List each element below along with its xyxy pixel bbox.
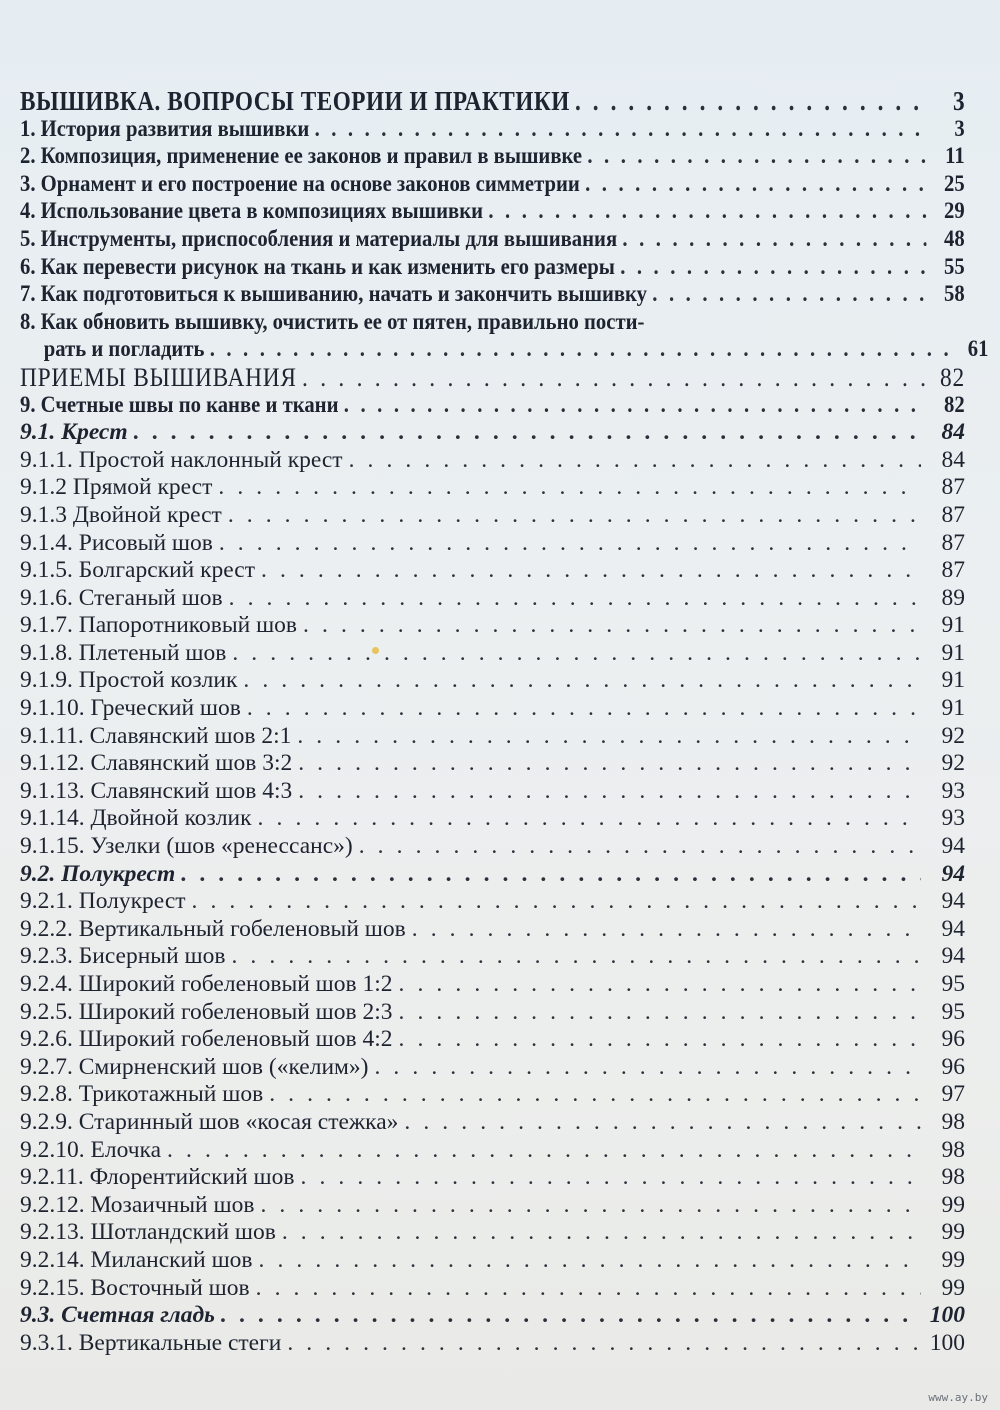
toc-page-number: 82 [944, 391, 965, 418]
dot-leader [620, 254, 926, 282]
dot-leader [260, 1192, 921, 1220]
toc-item [20, 999, 965, 1027]
toc-page-number: 61 [967, 336, 989, 363]
toc-page-number: 3 [953, 86, 966, 116]
dot-leader [585, 171, 926, 199]
toc-item [20, 502, 965, 530]
dot-leader [192, 888, 921, 916]
toc-page-number: 92 [941, 750, 965, 777]
toc-item [20, 833, 965, 861]
toc-page-number: 94 [941, 943, 965, 970]
toc-page-number: 84 [941, 419, 965, 446]
toc-entry-title: ПРИЕМЫ ВЫШИВАНИЯ [20, 362, 297, 392]
toc-page-number: 91 [941, 612, 965, 639]
toc-chapter [20, 116, 965, 144]
toc-part-heading [20, 88, 965, 116]
dot-leader [167, 1137, 921, 1165]
dot-leader [349, 447, 921, 475]
toc-section [20, 419, 965, 447]
toc-page-number: 94 [941, 860, 965, 887]
toc-entry-title: 9.2.9. Старинный шов «косая стежка» [20, 1108, 399, 1135]
toc-section [20, 861, 965, 889]
dot-leader [404, 1109, 921, 1137]
toc-item [20, 971, 965, 999]
toc-entry-title: 9.2.7. Смирненский шов («келим») [20, 1053, 369, 1080]
toc-chapter [20, 254, 965, 282]
toc-page-number: 84 [941, 446, 965, 473]
toc-entry-title: 9.1. Крест [20, 419, 128, 446]
dot-leader [412, 916, 921, 944]
toc-page-number: 87 [941, 474, 965, 501]
toc-entry-title: 9.1.5. Болгарский крест [20, 557, 255, 584]
toc-page-number: 87 [941, 501, 965, 528]
toc-page-number: 58 [944, 281, 965, 308]
toc-entry-title: 9.2.4. Широкий гобеленовый шов 1:2 [20, 971, 393, 997]
dot-leader [181, 861, 921, 889]
dot-leader [298, 778, 921, 806]
toc-page-number: 55 [944, 253, 965, 280]
toc-entry-title: 9.2.6. Широкий гобеленовый шов 4:2 [20, 1026, 393, 1053]
toc-entry-title: 6. Как перевести рисунок на ткань и как изменить его размеры [20, 253, 615, 280]
toc-entry-title: 8. Как обновить вышивку, очистить ее от пятен, правильно пости- [20, 308, 645, 335]
dot-leader [399, 971, 921, 999]
toc-entry-title: 9.2.10. Елочка [20, 1136, 162, 1163]
toc-page-number: 25 [944, 170, 965, 197]
toc-page-number: 89 [941, 584, 965, 611]
toc-page-number: 94 [941, 833, 965, 860]
dot-leader [287, 1330, 921, 1358]
dot-leader [231, 943, 921, 971]
toc-item [20, 1081, 965, 1109]
toc-entry-title: 4. Использование цвета в композициях вышивки [20, 198, 484, 225]
toc-entry-title: 7. Как подготовиться к вышиванию, начать и закончить вышивку [20, 281, 648, 308]
toc-chapter [20, 309, 965, 337]
toc-page-number: 3 [954, 115, 965, 142]
toc-page-number: 96 [941, 1053, 965, 1080]
toc-part-heading [20, 364, 965, 392]
dot-leader [344, 392, 926, 420]
dot-leader [399, 999, 921, 1027]
toc-entry-title: 9. Счетные швы по канве и ткани [20, 391, 339, 418]
toc-entry-title: 9.3.1. Вертикальные стеги [20, 1329, 282, 1356]
toc-item [20, 723, 965, 751]
toc-entry-title: 9.1.7. Папоротниковый шов [20, 612, 298, 639]
toc-item [20, 1054, 965, 1082]
dot-leader [652, 281, 926, 309]
toc-item [20, 805, 965, 833]
toc-entry-title: 1. История развития вышивки [20, 115, 310, 142]
dot-leader [247, 695, 921, 723]
toc-item [20, 530, 965, 558]
table-of-contents [20, 86, 989, 1357]
toc-page-number: 98 [941, 1164, 965, 1191]
toc-item [20, 888, 965, 916]
toc-entry-title: 3. Орнамент и его построение на основе законов симметрии [20, 170, 580, 197]
dot-leader [229, 585, 921, 613]
dot-leader [399, 1026, 921, 1054]
toc-item [20, 1192, 965, 1220]
toc-entry-title: 9.1.11. Славянский шов 2:1 [20, 722, 292, 749]
toc-entry-title: 9.2.12. Мозаичный шов [20, 1191, 255, 1218]
toc-page-number: 93 [941, 777, 965, 804]
dot-leader [259, 1247, 921, 1275]
dot-leader [218, 474, 921, 502]
toc-entry-title: 9.2.8. Трикотажный шов [20, 1081, 264, 1108]
toc-item [20, 778, 965, 806]
toc-page-number: 11 [945, 143, 965, 170]
toc-chapter [20, 226, 965, 254]
toc-page-number: 99 [941, 1191, 965, 1218]
toc-entry-title: 9.1.6. Стеганый шов [20, 584, 223, 611]
toc-item [20, 916, 965, 944]
toc-page-number: 91 [941, 667, 965, 694]
dot-leader [282, 1219, 921, 1247]
dot-leader [298, 750, 921, 778]
watermark: www.ay.by [928, 1391, 988, 1404]
dot-leader [258, 805, 921, 833]
dot-leader [374, 1054, 921, 1082]
toc-page-number: 95 [941, 971, 965, 997]
toc-item [20, 1109, 965, 1137]
toc-entry-title: 9.1.3 Двойной крест [20, 501, 222, 528]
dot-leader [219, 530, 921, 558]
toc-entry-title: 9.1.4. Рисовый шов [20, 529, 213, 556]
toc-page-number: 100 [929, 1302, 965, 1329]
toc-entry-title: рать и погладить [43, 336, 205, 363]
toc-page-number: 100 [929, 1329, 965, 1356]
toc-entry-title: 9.2.3. Бисерный шов [20, 943, 226, 970]
toc-item [20, 557, 965, 585]
toc-entry-title: 9.3. Счетная гладь [20, 1302, 215, 1329]
dot-leader [221, 1302, 921, 1330]
dot-leader [315, 116, 926, 144]
toc-page-number: 99 [941, 1274, 965, 1301]
toc-entry-title: 9.1.8. Плетеный шов [20, 639, 227, 666]
toc-entry-title: 9.2.15. Восточный шов [20, 1274, 250, 1301]
toc-chapter [20, 143, 965, 171]
toc-item [20, 1219, 965, 1247]
toc-page-number: 87 [941, 557, 965, 584]
toc-chapter-continuation [20, 336, 988, 364]
dot-leader [302, 364, 925, 392]
toc-page-number: 98 [941, 1108, 965, 1135]
toc-entry-title: 9.1.10. Греческий шов [20, 695, 241, 722]
toc-item [20, 1164, 965, 1192]
toc-item [20, 943, 965, 971]
toc-page-number: 99 [941, 1219, 965, 1246]
toc-entry-title: 9.2.13. Шотландский шов [20, 1219, 276, 1246]
dot-leader [622, 226, 926, 254]
toc-page-number: 99 [941, 1246, 965, 1273]
toc-page-number: 98 [941, 1136, 965, 1163]
dot-leader [228, 502, 921, 530]
toc-item [20, 667, 965, 695]
toc-page-number: 92 [941, 722, 965, 749]
toc-item [20, 1330, 965, 1358]
dot-leader [256, 1275, 921, 1303]
toc-entry-title: 5. Инструменты, приспособления и материалы для вышивания [20, 225, 618, 252]
toc-page-number: 29 [944, 198, 965, 225]
dot-leader [301, 1164, 922, 1192]
toc-item [20, 750, 965, 778]
dot-leader [575, 88, 927, 116]
toc-page-number: 96 [941, 1026, 965, 1053]
toc-entry-title: ВЫШИВКА. ВОПРОСЫ ТЕОРИИ И ПРАКТИКИ [20, 86, 570, 116]
toc-item [20, 1026, 965, 1054]
toc-page-number: 93 [941, 805, 965, 832]
dot-leader [210, 336, 950, 364]
toc-page-number: 87 [941, 529, 965, 556]
dot-leader [297, 723, 921, 751]
toc-chapter [20, 392, 965, 420]
paper-stain [372, 647, 379, 654]
toc-entry-title: 2. Композиция, применение ее законов и правил в вышивке [20, 143, 583, 170]
dot-leader [488, 198, 926, 226]
dot-leader [232, 640, 921, 668]
toc-item [20, 695, 965, 723]
toc-page-number: 95 [941, 998, 965, 1025]
toc-entry-title: 9.1.12. Славянский шов 3:2 [20, 750, 293, 777]
toc-item [20, 1275, 965, 1303]
toc-page-number: 94 [941, 888, 965, 915]
dot-leader [587, 143, 926, 171]
toc-page-number: 91 [941, 695, 965, 722]
dot-leader [243, 667, 921, 695]
toc-entry-title: 9.2.2. Вертикальный гобеленовый шов [20, 915, 406, 942]
toc-item [20, 640, 965, 668]
toc-item [20, 1137, 965, 1165]
toc-entry-title: 9.2.11. Флорентийский шов [20, 1164, 295, 1191]
toc-chapter [20, 171, 965, 199]
toc-page-number: 82 [940, 362, 965, 392]
toc-page-number: 48 [944, 225, 965, 252]
toc-entry-title: 9.1.9. Простой козлик [20, 667, 238, 694]
toc-chapter [20, 198, 965, 226]
toc-entry-title: 9.1.1. Простой наклонный крест [20, 446, 343, 473]
dot-leader [261, 557, 921, 585]
dot-leader [269, 1081, 921, 1109]
toc-item [20, 585, 965, 613]
toc-item [20, 447, 965, 475]
toc-page-number: 94 [941, 915, 965, 942]
toc-entry-title: 9.1.14. Двойной козлик [20, 805, 252, 832]
toc-page-number: 91 [941, 639, 965, 666]
toc-item [20, 474, 965, 502]
toc-entry-title: 9.2.14. Миланский шов [20, 1246, 253, 1273]
toc-item [20, 612, 965, 640]
dot-leader [303, 612, 921, 640]
toc-entry-title: 9.2. Полукрест [20, 860, 176, 887]
toc-page-number: 97 [941, 1081, 965, 1108]
toc-entry-title: 9.2.5. Широкий гобеленовый шов 2:3 [20, 998, 393, 1025]
toc-entry-title: 9.1.13. Славянский шов 4:3 [20, 777, 293, 804]
toc-entry-title: 9.2.1. Полукрест [20, 888, 186, 915]
dot-leader [134, 419, 921, 447]
toc-chapter [20, 281, 965, 309]
toc-section [20, 1302, 965, 1330]
toc-item [20, 1247, 965, 1275]
toc-entry-title: 9.1.15. Узелки (шов «ренессанс») [20, 833, 353, 860]
dot-leader [359, 833, 921, 861]
toc-entry-title: 9.1.2 Прямой крест [20, 474, 213, 501]
